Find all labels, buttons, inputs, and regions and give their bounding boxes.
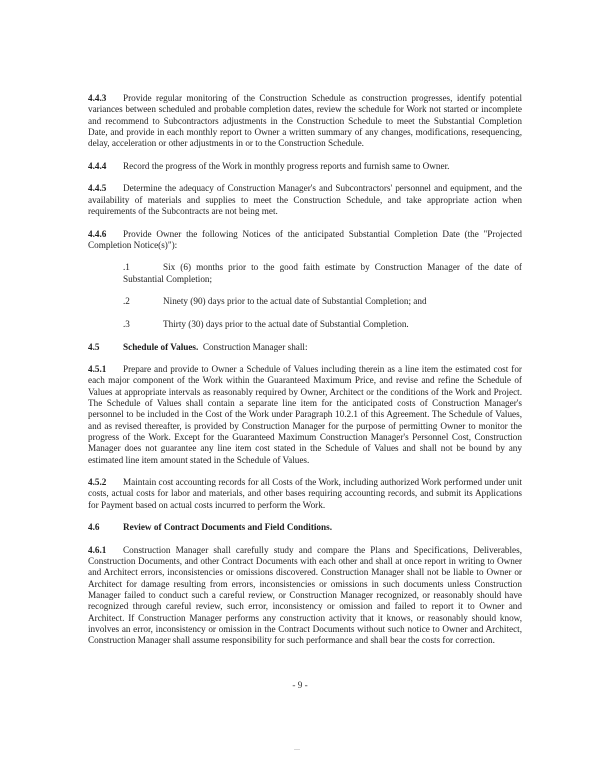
section-4-5-1 [88, 364, 522, 466]
section-4-5-2 [88, 477, 522, 511]
section-number: 4.6 [88, 522, 100, 533]
section-title: Review of Contract Documents and Field Conditions. [123, 522, 333, 533]
section-text: Provide Owner the following Notices of the anticipated Substantial Completion Date (the "Projected Completion Notice(s)"): [88, 228, 522, 250]
section-number: 4.5.2 [88, 477, 107, 488]
section-text: Construction Manager shall: [202, 341, 308, 352]
item-text: Thirty (30) days prior to the actual date of Substantial Completion. [163, 318, 409, 329]
scan-artifact-divider [294, 749, 300, 750]
page-number: - 9 - [292, 680, 308, 690]
section-number: 4.5.1 [88, 364, 107, 375]
section-title: Schedule of Values. [123, 341, 199, 352]
section-text: Construction Manager shall carefully study and compare the Plans and Specifications, Deliverables, Construction Documents, and other Contract Documents with each other and shall at once report in writing to Owner and Architect errors, inconsistencies or omissions discovered. Construction Manager shall not be liable to Owner or Architect for damage resulting from errors, inconsistencies or omissions in such documents unless Construction Manager failed to conduct such a careful review, or Construction Manager recognized, or reasonably should have recognized through careful review, such error, inconsistency or omission and failed to report it to Owner and Architect. If Construction Manager performs any construction activity that it knows, or reasonably should know, involves an error, inconsistency or omission in the Contract Documents without such notice to Owner and Architect, Construction Manager shall assume responsibility for such performance and shall bear the costs for correction. [88, 544, 522, 646]
section-number: 4.4.3 [88, 93, 107, 103]
section-text: Provide regular monitoring of the Construction Schedule as construction progresses, identify potential variances between scheduled and probable completion dates, review the schedule for Work not started or incomplete and recommend to Subcontractors adjustments in the Construction Schedule to meet the Substantial Completion Date, and provide in each monthly report to Owner a written summary of any changes, modifications, resequencing, delay, acceleration or other adjustments in or to the Construction Schedule. [88, 93, 522, 149]
item-number: .1 [123, 262, 130, 273]
item-number: .3 [123, 318, 130, 329]
section-4-4-5 [88, 183, 522, 217]
section-4-4-3 [88, 93, 522, 149]
section-4-4-4 [88, 161, 522, 172]
section-4-4-6 [88, 229, 522, 252]
section-number: 4.4.4 [88, 160, 107, 171]
section-4-6-1 [88, 545, 522, 647]
section-text: Determine the adequacy of Construction Manager's and Subcontractors' personnel and equipment, and the availability of materials and supplies to meet the Construction Schedule, and take appropriate action when requirements of the Subcontracts are not being met. [88, 183, 522, 216]
item-text: Six (6) months prior to the good faith estimate by Construction Manager of the date of Substantial Completion; [123, 262, 522, 284]
section-text: Prepare and provide to Owner a Schedule of Values including therein as a line item the estimated cost for each major component of the Work within the Guaranteed Maximum Price, and revise and refine the Schedule of Values at appropriate intervals as reasonably required by Owner, Architect or the conditions of the Work and Project. The Schedule of Values shall contain a separate line item for the anticipated costs of Construction Manager's personnel to be included in the Cost of the Work under Paragraph 10.2.1 of this Agreement. The Schedule of Values, and as revised thereafter, is provided by Construction Manager for the purpose of permitting Owner to monitor the progress of the Work. Except for the Guaranteed Maximum Construction Manager's Personnel Cost, Construction Manager does not guarantee any line item cost stated in the Schedule of Values and shall not be bound by any estimated line item amount stated in the Schedule of Values. [88, 364, 522, 465]
notice-item-3 [123, 319, 522, 330]
document-page [88, 93, 522, 658]
section-number: 4.4.6 [88, 228, 107, 239]
item-text: Ninety (90) days prior to the actual date of Substantial Completion; and [163, 296, 427, 307]
notice-item-1 [123, 262, 522, 285]
section-4-5-heading [88, 342, 522, 353]
item-number: .2 [123, 296, 130, 307]
section-number: 4.5 [88, 341, 100, 352]
section-4-6-heading [88, 522, 522, 533]
section-text: Maintain cost accounting records for all Costs of the Work, including authorized Work performed under unit costs, actual costs for labor and materials, and other bases requiring accounting records, and submit its Applications for Payment based on actual costs incurred to perform the Work. [88, 477, 522, 510]
section-number: 4.4.5 [88, 183, 107, 194]
section-text: Record the progress of the Work in monthly progress reports and furnish same to Owner. [123, 160, 450, 171]
section-number: 4.6.1 [88, 544, 107, 555]
notice-item-2 [123, 296, 522, 307]
